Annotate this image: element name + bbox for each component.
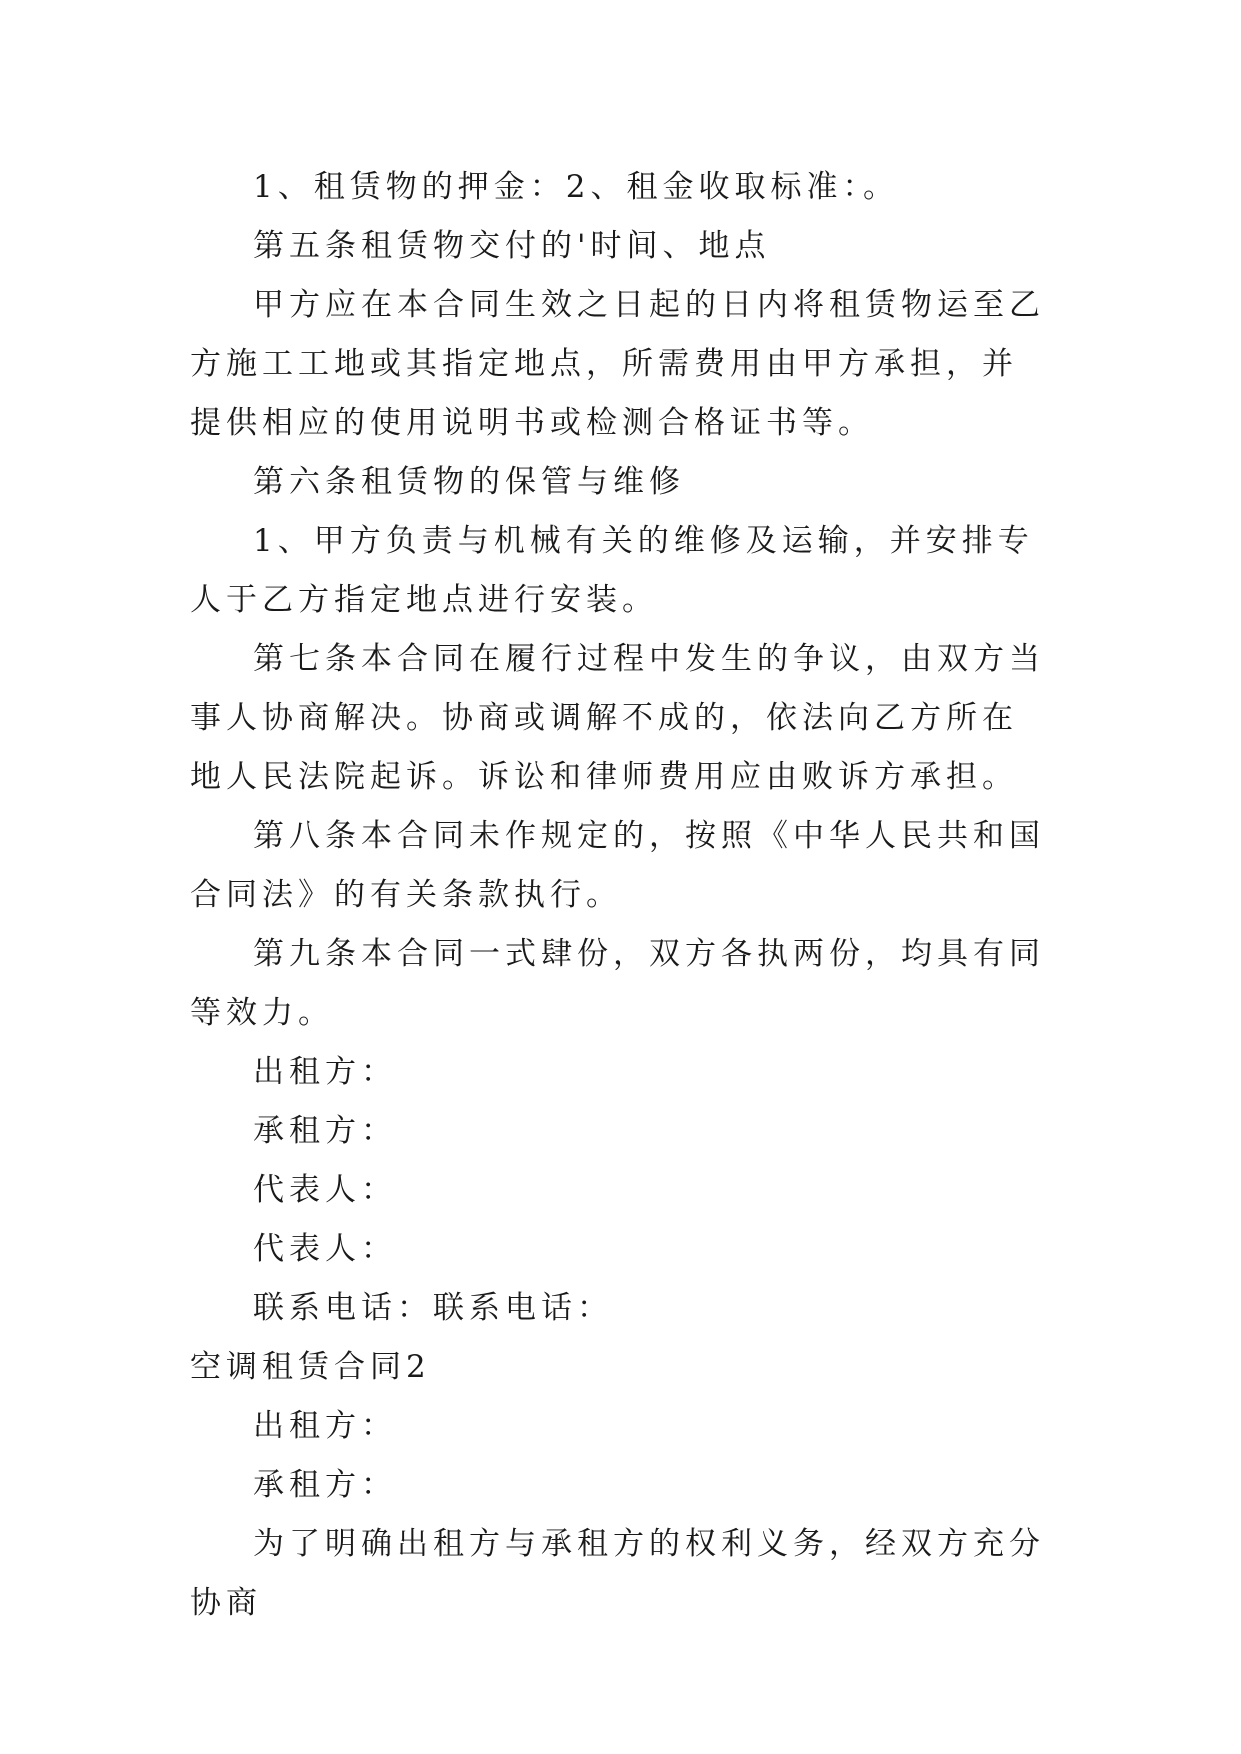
signature-representative-2: 代表人： xyxy=(253,1231,397,1267)
clause-9: 第九条本合同一式肆份，双方各执两份，均具有同等效力。 xyxy=(190,936,1045,1031)
signature-lessor: 出租方： xyxy=(253,1054,397,1090)
paragraph-deposit-and-rent: 1、租赁物的押金：2、租金收取标准：。 xyxy=(253,169,899,205)
signature-lessee: 承租方： xyxy=(253,1113,397,1149)
clause-5-heading: 第五条租赁物交付的'时间、地点 xyxy=(253,228,771,264)
document-body xyxy=(190,158,1050,1633)
clause-5-body: 甲方应在本合同生效之日起的日内将租赁物运至乙方施工工地或其指定地点，所需费用由甲方承担，并提供相应的使用说明书或检测合格证书等。 xyxy=(190,287,1045,441)
clause-6-item-1: 1、甲方负责与机械有关的维修及运输，并安排专人于乙方指定地点进行安装。 xyxy=(190,523,1034,618)
clause-6-heading: 第六条租赁物的保管与维修 xyxy=(253,464,685,500)
contract-2-preamble: 为了明确出租方与承租方的权利义务，经双方充分协商 xyxy=(190,1526,1045,1621)
signature-phone: 联系电话：联系电话： xyxy=(253,1290,613,1326)
contract-2-lessor: 出租方： xyxy=(253,1408,397,1444)
clause-7: 第七条本合同在履行过程中发生的争议，由双方当事人协商解决。协商或调解不成的，依法向乙方所在地人民法院起诉。诉讼和律师费用应由败诉方承担。 xyxy=(190,641,1045,795)
section-title-contract-2: 空调租赁合同2 xyxy=(190,1349,431,1385)
contract-2-lessee: 承租方： xyxy=(253,1467,397,1503)
signature-representative-1: 代表人： xyxy=(253,1172,397,1208)
clause-8: 第八条本合同未作规定的，按照《中华人民共和国合同法》的有关条款执行。 xyxy=(190,818,1045,913)
